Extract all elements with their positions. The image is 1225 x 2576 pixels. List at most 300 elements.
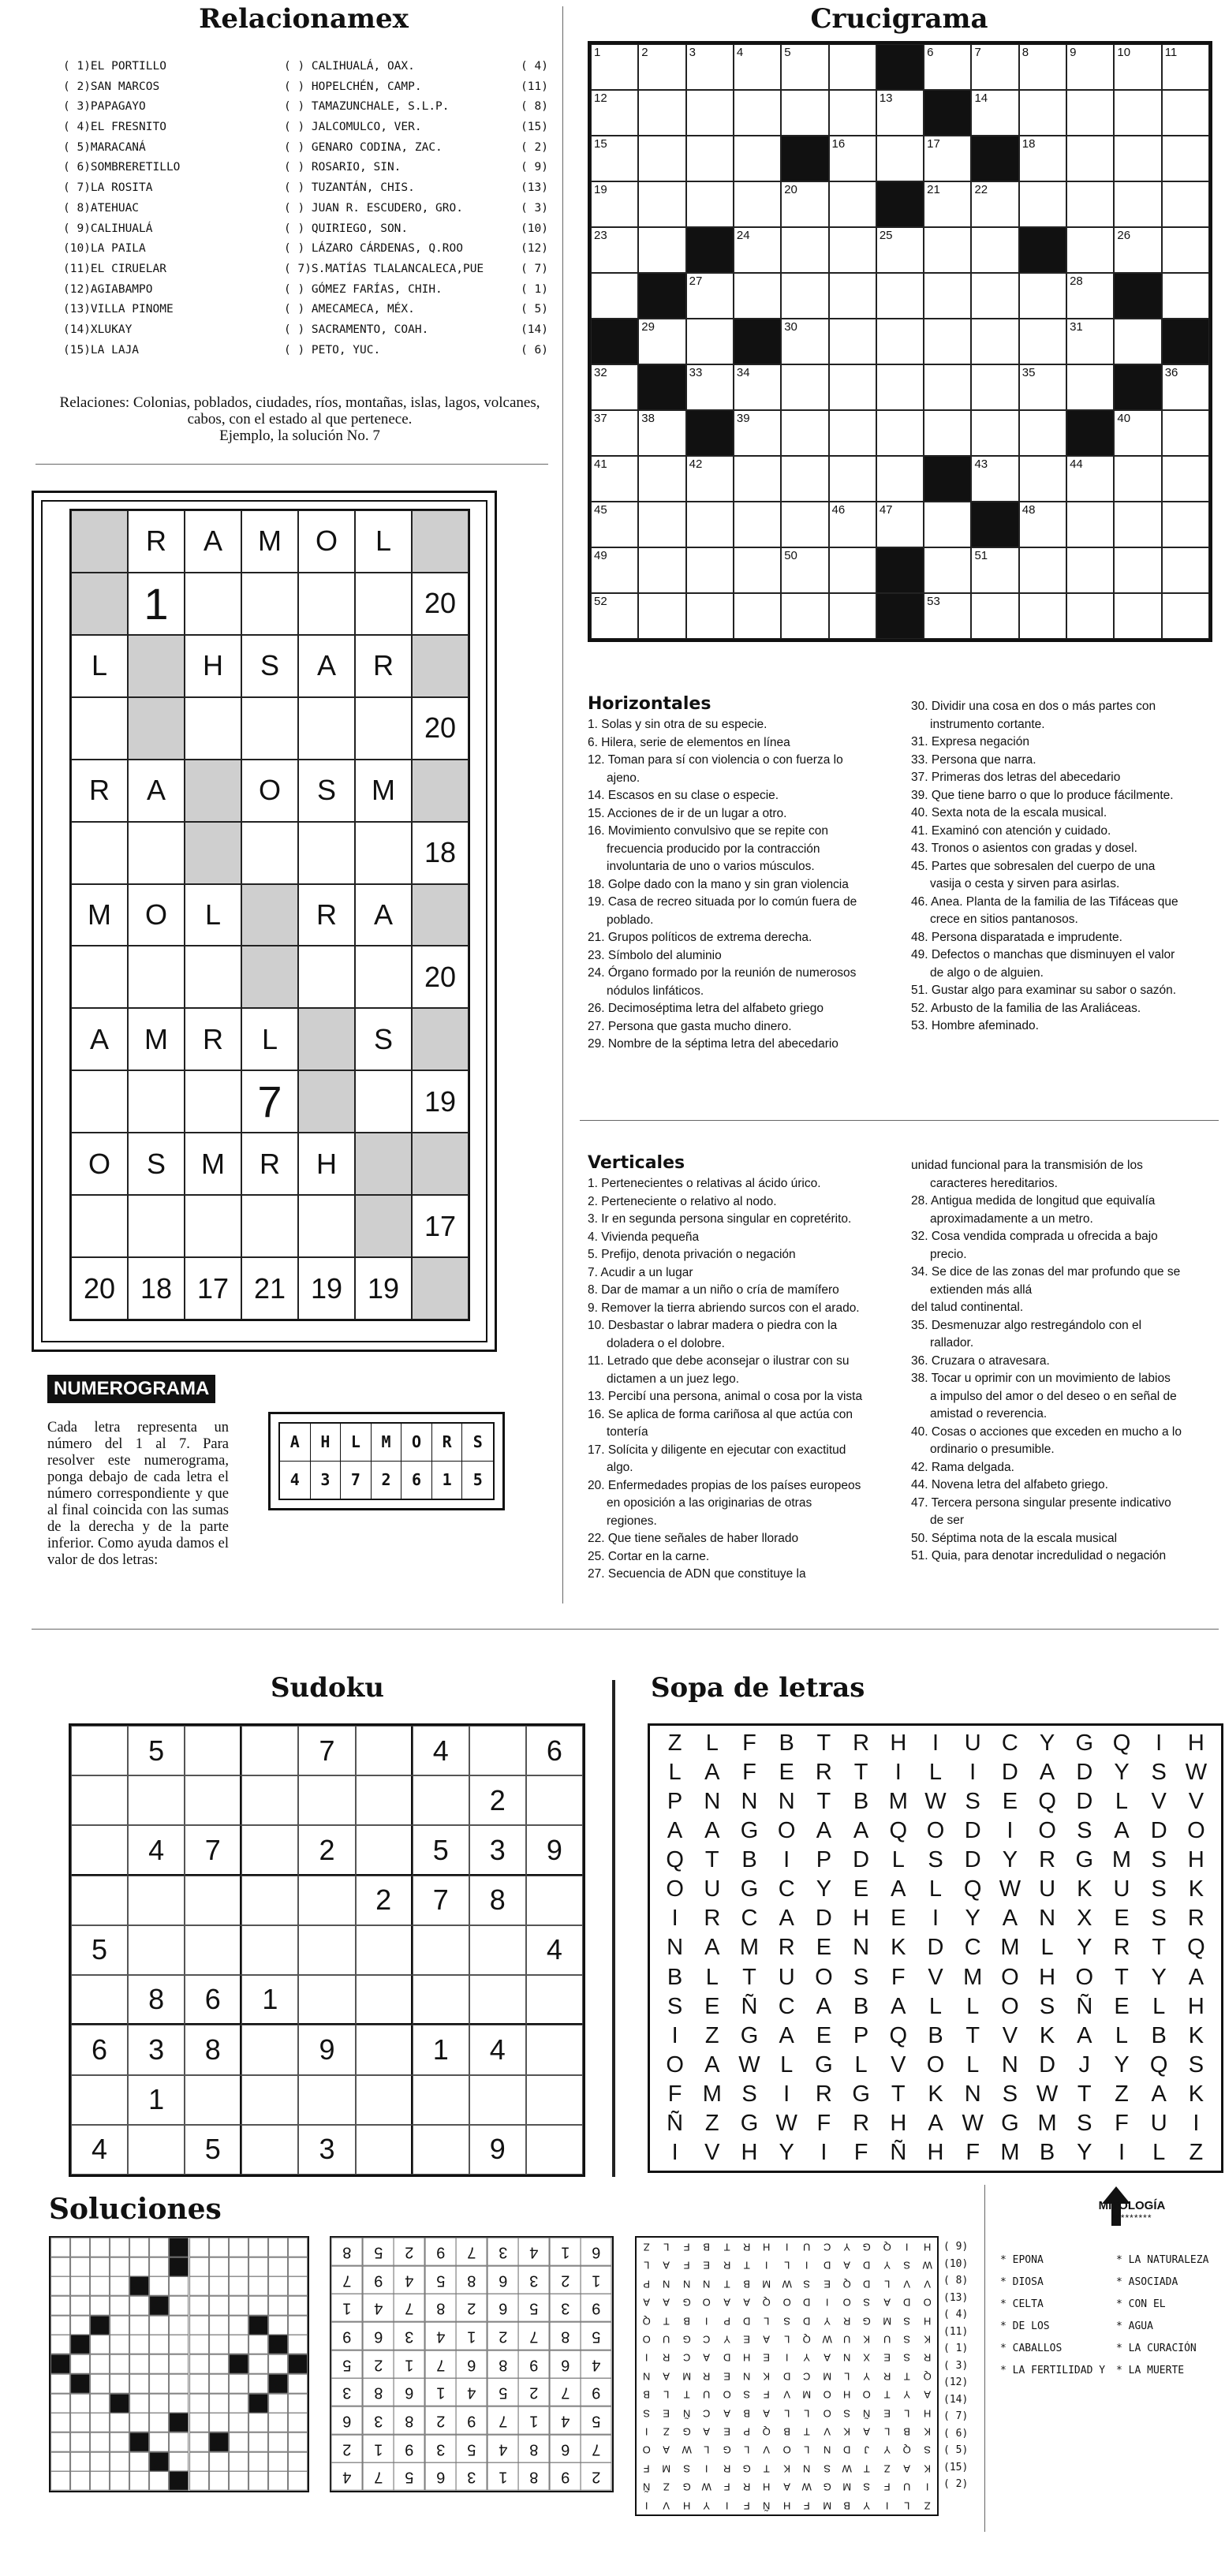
letter-cell[interactable]: W [924, 1789, 947, 1815]
numerograma-cell[interactable] [298, 1070, 355, 1133]
numerograma-cell[interactable] [71, 1070, 128, 1133]
sudoku-cell[interactable] [185, 1775, 241, 1825]
numerograma-cell[interactable] [241, 573, 298, 635]
letter-cell[interactable]: Q [666, 1847, 684, 1873]
letter-cell[interactable]: U [1150, 2110, 1167, 2136]
crossword-cell[interactable] [1114, 593, 1161, 639]
letter-cell[interactable]: P [816, 1847, 832, 1873]
sudoku-cell[interactable] [298, 1975, 355, 2025]
numerograma-cell[interactable]: A [355, 884, 412, 946]
letter-cell[interactable]: S [965, 1789, 980, 1815]
crossword-cell[interactable] [638, 90, 685, 136]
letter-cell[interactable]: T [965, 2022, 980, 2048]
crossword-cell[interactable] [686, 593, 734, 639]
crossword-cell[interactable] [971, 364, 1018, 410]
letter-cell[interactable]: A [1188, 1964, 1204, 1990]
sudoku-cell[interactable] [356, 1726, 413, 1775]
crossword-cell[interactable] [924, 181, 971, 227]
numerograma-cell[interactable]: O [71, 1133, 128, 1195]
letter-cell[interactable]: L [1115, 2022, 1129, 2048]
sudoku-cell[interactable]: 7 [185, 1825, 241, 1875]
numerograma-cell[interactable]: R [71, 760, 128, 822]
letter-cell[interactable]: G [740, 1876, 759, 1902]
letter-cell[interactable]: T [742, 1964, 756, 1990]
sudoku-cell[interactable] [185, 1925, 241, 1975]
numerograma-cell[interactable] [298, 1008, 355, 1070]
numerograma-cell[interactable]: A [128, 760, 185, 822]
crossword-cell[interactable] [876, 273, 924, 319]
sudoku-cell[interactable] [469, 1975, 526, 2025]
sudoku-cell[interactable] [241, 2075, 298, 2125]
numerograma-cell[interactable]: L [241, 1008, 298, 1070]
letter-cell[interactable]: U [964, 1730, 981, 1757]
crossword-cell[interactable] [781, 273, 828, 319]
letter-cell[interactable]: G [740, 2110, 759, 2136]
letter-cell[interactable]: B [741, 1847, 757, 1873]
crossword-cell[interactable] [876, 90, 924, 136]
crossword-cell[interactable] [1066, 181, 1114, 227]
crossword-cell[interactable] [829, 502, 876, 547]
letter-cell[interactable]: K [891, 1935, 906, 1961]
crossword-cell[interactable] [734, 364, 781, 410]
crossword-cell[interactable] [591, 456, 638, 502]
letter-cell[interactable]: F [891, 1964, 906, 1990]
crossword-cell[interactable] [1066, 593, 1114, 639]
letter-cell[interactable]: H [741, 2139, 758, 2165]
crossword-cell[interactable] [924, 547, 971, 593]
crossword-cell[interactable] [1019, 593, 1066, 639]
letter-cell[interactable]: Y [1077, 1935, 1092, 1961]
crossword-cell[interactable] [1019, 364, 1066, 410]
letter-cell[interactable]: I [671, 2139, 678, 2165]
sudoku-cell[interactable]: 7 [298, 1726, 355, 1775]
crossword-cell[interactable] [829, 181, 876, 227]
sudoku-cell[interactable] [526, 1975, 583, 2025]
crossword-cell[interactable] [734, 273, 781, 319]
crossword-cell[interactable] [686, 136, 734, 181]
numerograma-cell[interactable]: S [355, 1008, 412, 1070]
letter-cell[interactable]: A [704, 1935, 720, 1961]
crossword-cell[interactable] [686, 44, 734, 90]
crossword-cell[interactable] [876, 227, 924, 273]
numerograma-cell[interactable] [185, 573, 241, 635]
letter-cell[interactable]: O [1038, 1818, 1056, 1844]
sudoku-cell[interactable]: 8 [185, 2025, 241, 2074]
crossword-cell[interactable] [924, 364, 971, 410]
letter-cell[interactable]: O [777, 1818, 796, 1844]
crossword-cell[interactable] [638, 44, 685, 90]
letter-cell[interactable]: I [820, 2139, 827, 2165]
crossword-cell[interactable] [686, 319, 734, 364]
numerograma-cell[interactable] [241, 884, 298, 946]
crossword-cell[interactable] [638, 136, 685, 181]
letter-cell[interactable]: R [1113, 1935, 1130, 1961]
letter-cell[interactable]: L [780, 2051, 794, 2078]
numerograma-cell[interactable]: O [298, 510, 355, 573]
crossword-cell[interactable] [1114, 319, 1161, 364]
letter-cell[interactable]: M [963, 1964, 983, 1990]
letter-cell[interactable]: C [741, 1906, 758, 1932]
letter-cell[interactable]: B [1039, 2139, 1055, 2165]
crossword-cell[interactable] [686, 456, 734, 502]
letter-cell[interactable]: F [816, 2110, 831, 2136]
letter-cell[interactable]: A [1039, 1760, 1055, 1786]
crossword-cell[interactable] [829, 593, 876, 639]
letter-cell[interactable]: I [671, 1906, 678, 1932]
letter-cell[interactable]: L [928, 1876, 943, 1902]
letter-cell[interactable]: C [778, 1876, 795, 1902]
letter-cell[interactable]: Z [704, 2022, 719, 2048]
crossword-cell[interactable] [1019, 502, 1066, 547]
letter-cell[interactable]: Z [704, 2110, 719, 2136]
letter-cell[interactable]: Q [889, 1818, 908, 1844]
crossword-cell[interactable] [1114, 456, 1161, 502]
letter-cell[interactable]: B [853, 1993, 869, 2019]
crossword-cell[interactable] [638, 227, 685, 273]
crossword-cell[interactable] [734, 547, 781, 593]
letter-cell[interactable]: S [1151, 1760, 1167, 1786]
letter-cell[interactable]: R [815, 2081, 832, 2107]
letter-cell[interactable]: L [854, 2051, 868, 2078]
letter-cell[interactable]: H [1187, 1730, 1204, 1757]
letter-cell[interactable]: W [1036, 2081, 1059, 2107]
letter-cell[interactable]: S [1002, 2081, 1018, 2107]
letter-cell[interactable]: A [704, 1760, 720, 1786]
letter-cell[interactable]: D [927, 1935, 944, 1961]
crossword-cell[interactable] [971, 410, 1018, 456]
numerograma-cell[interactable] [71, 946, 128, 1008]
numerograma-cell[interactable]: S [241, 635, 298, 697]
sudoku-cell[interactable] [241, 2125, 298, 2175]
numerograma-cell[interactable] [185, 760, 241, 822]
letter-cell[interactable]: R [853, 2110, 870, 2136]
letter-cell[interactable]: N [704, 1789, 721, 1815]
letter-cell[interactable]: Z [1189, 2139, 1204, 2165]
sudoku-cell[interactable] [413, 1775, 469, 1825]
letter-cell[interactable]: M [702, 2081, 722, 2107]
numerograma-cell[interactable] [185, 1195, 241, 1257]
crossword-cell[interactable] [591, 44, 638, 90]
letter-cell[interactable]: L [1152, 2139, 1166, 2165]
letter-cell[interactable]: Y [1039, 1730, 1055, 1757]
letter-cell[interactable]: R [778, 1935, 795, 1961]
sudoku-cell[interactable] [241, 1925, 298, 1975]
letter-cell[interactable]: O [1001, 1993, 1019, 2019]
letter-cell[interactable]: F [667, 2081, 682, 2107]
crossword-cell[interactable] [638, 181, 685, 227]
crossword-cell[interactable] [1114, 502, 1161, 547]
crossword-cell[interactable] [1114, 227, 1161, 273]
sudoku-cell[interactable]: 1 [128, 2075, 185, 2125]
numerograma-cell[interactable]: M [128, 1008, 185, 1070]
letter-cell[interactable]: W [775, 2110, 797, 2136]
sudoku-cell[interactable] [413, 2125, 469, 2175]
crossword-cell[interactable] [638, 547, 685, 593]
letter-cell[interactable]: D [1076, 1789, 1093, 1815]
numerograma-cell[interactable] [355, 1070, 412, 1133]
letter-cell[interactable]: V [891, 2051, 906, 2078]
letter-cell[interactable]: S [1039, 1993, 1055, 2019]
numerograma-cell[interactable] [71, 510, 128, 573]
letter-cell[interactable]: O [926, 1818, 945, 1844]
crossword-cell[interactable] [1114, 181, 1161, 227]
letter-cell[interactable]: V [704, 2139, 720, 2165]
letter-cell[interactable]: A [853, 1818, 869, 1844]
letter-cell[interactable]: Y [1114, 1760, 1130, 1786]
crossword-cell[interactable] [638, 456, 685, 502]
crossword-cell[interactable] [1162, 44, 1209, 90]
crossword-cell[interactable] [1066, 456, 1114, 502]
letter-cell[interactable]: A [667, 1818, 683, 1844]
numerograma-cell[interactable] [128, 697, 185, 760]
crossword-cell[interactable] [924, 273, 971, 319]
letter-cell[interactable]: L [705, 1964, 719, 1990]
crossword-cell[interactable] [1162, 136, 1209, 181]
numerograma-cell[interactable]: H [185, 635, 241, 697]
letter-cell[interactable]: T [891, 2081, 906, 2107]
crossword-cell[interactable] [829, 227, 876, 273]
letter-cell[interactable]: E [1114, 1906, 1130, 1932]
letter-cell[interactable]: G [815, 2051, 833, 2078]
letter-cell[interactable]: D [853, 1847, 870, 1873]
letter-cell[interactable]: E [816, 1935, 832, 1961]
crossword-grid[interactable] [588, 41, 1212, 642]
crossword-cell[interactable] [591, 273, 638, 319]
sudoku-cell[interactable] [128, 2125, 185, 2175]
crossword-cell[interactable] [971, 547, 1018, 593]
letter-cell[interactable]: R [853, 1730, 870, 1757]
crossword-cell[interactable] [781, 44, 828, 90]
sudoku-cell[interactable] [71, 1775, 128, 1825]
numerograma-cell[interactable] [298, 1195, 355, 1257]
sudoku-cell[interactable]: 4 [128, 1825, 185, 1875]
letter-cell[interactable]: Ñ [890, 2139, 907, 2165]
crossword-cell[interactable] [781, 456, 828, 502]
numerograma-cell[interactable]: R [355, 635, 412, 697]
crossword-cell[interactable] [734, 593, 781, 639]
numerograma-cell[interactable]: 7 [241, 1070, 298, 1133]
sudoku-cell[interactable]: 2 [469, 1775, 526, 1825]
letter-cell[interactable]: I [1118, 2139, 1126, 2165]
crossword-cell[interactable] [971, 181, 1018, 227]
numerograma-cell[interactable] [128, 1195, 185, 1257]
letter-cell[interactable]: B [667, 1964, 683, 1990]
crossword-cell[interactable] [1162, 227, 1209, 273]
letter-cell[interactable]: M [888, 1789, 908, 1815]
crossword-cell[interactable] [781, 593, 828, 639]
letter-cell[interactable]: I [1156, 1730, 1163, 1757]
letter-cell[interactable]: S [928, 1847, 943, 1873]
numerograma-cell[interactable] [298, 946, 355, 1008]
letter-cell[interactable]: D [964, 1847, 981, 1873]
crossword-cell[interactable] [924, 136, 971, 181]
letter-cell[interactable]: G [852, 2081, 870, 2107]
letter-cell[interactable]: B [928, 2022, 943, 2048]
crossword-cell[interactable] [1066, 319, 1114, 364]
crossword-cell[interactable] [781, 181, 828, 227]
sudoku-cell[interactable] [298, 1925, 355, 1975]
crossword-cell[interactable] [1019, 136, 1066, 181]
crossword-cell[interactable] [734, 456, 781, 502]
letter-cell[interactable]: G [740, 2022, 759, 2048]
sudoku-cell[interactable] [71, 1726, 128, 1775]
crossword-cell[interactable] [876, 456, 924, 502]
letter-cell[interactable]: Ñ [667, 2110, 684, 2136]
numerograma-cell[interactable]: S [298, 760, 355, 822]
letter-cell[interactable]: H [1187, 1847, 1204, 1873]
crossword-cell[interactable] [1066, 502, 1114, 547]
crossword-cell[interactable] [924, 319, 971, 364]
crossword-cell[interactable] [1019, 319, 1066, 364]
numerograma-cell[interactable] [298, 573, 355, 635]
letter-cell[interactable]: H [890, 2110, 907, 2136]
letter-cell[interactable]: A [1077, 2022, 1092, 2048]
letter-cell[interactable]: S [1077, 2110, 1092, 2136]
numerograma-cell[interactable] [71, 1195, 128, 1257]
crossword-cell[interactable] [971, 273, 1018, 319]
numerograma-cell[interactable] [355, 946, 412, 1008]
numerograma-cell[interactable]: O [128, 884, 185, 946]
sudoku-cell[interactable]: 9 [469, 2125, 526, 2175]
numerograma-cell[interactable]: L [71, 635, 128, 697]
numerograma-cell[interactable]: L [185, 884, 241, 946]
letter-cell[interactable]: Y [1002, 1847, 1018, 1873]
letter-cell[interactable]: H [1187, 1993, 1204, 2019]
numerograma-cell[interactable] [128, 946, 185, 1008]
crossword-cell[interactable] [1066, 227, 1114, 273]
letter-cell[interactable]: B [853, 1789, 869, 1815]
letter-cell[interactable]: V [1002, 2022, 1018, 2048]
letter-cell[interactable]: L [1152, 1993, 1166, 2019]
letter-cell[interactable]: A [928, 2110, 943, 2136]
letter-cell[interactable]: C [778, 1993, 795, 2019]
numerograma-cell[interactable] [128, 822, 185, 884]
crossword-cell[interactable] [591, 502, 638, 547]
letter-cell[interactable]: H [927, 2139, 944, 2165]
sudoku-cell[interactable] [185, 2075, 241, 2125]
crossword-cell[interactable] [1066, 90, 1114, 136]
sudoku-cell[interactable] [298, 1876, 355, 1925]
crossword-cell[interactable] [591, 593, 638, 639]
letter-cell[interactable]: K [1077, 1876, 1092, 1902]
crossword-cell[interactable] [1019, 181, 1066, 227]
letter-cell[interactable]: E [891, 1906, 906, 1932]
letter-cell[interactable]: G [1001, 2110, 1019, 2136]
crossword-cell[interactable] [734, 227, 781, 273]
letter-cell[interactable]: E [1114, 1993, 1130, 2019]
numerograma-cell[interactable]: A [71, 1008, 128, 1070]
crossword-cell[interactable] [1162, 410, 1209, 456]
crossword-cell[interactable] [734, 90, 781, 136]
letter-cell[interactable]: U [1039, 1876, 1056, 1902]
letter-cell[interactable]: N [741, 1789, 758, 1815]
letter-cell[interactable]: S [1188, 2051, 1204, 2078]
letter-cell[interactable]: X [1077, 1906, 1092, 1932]
crossword-cell[interactable] [638, 410, 685, 456]
letter-cell[interactable]: Z [667, 1730, 682, 1757]
sudoku-cell[interactable]: 7 [413, 1876, 469, 1925]
sudoku-cell[interactable]: 5 [185, 2125, 241, 2175]
letter-cell[interactable]: S [1151, 1906, 1167, 1932]
sudoku-cell[interactable]: 5 [71, 1925, 128, 1975]
crossword-cell[interactable] [971, 319, 1018, 364]
sudoku-cell[interactable]: 2 [356, 1876, 413, 1925]
sudoku-cell[interactable]: 3 [128, 2025, 185, 2074]
crossword-cell[interactable] [876, 319, 924, 364]
crossword-cell[interactable] [971, 456, 1018, 502]
letter-cell[interactable]: N [778, 1789, 795, 1815]
sudoku-cell[interactable] [241, 1825, 298, 1875]
letter-cell[interactable]: Q [1038, 1789, 1056, 1815]
letter-cell[interactable]: A [816, 1818, 832, 1844]
numerograma-cell[interactable]: R [298, 884, 355, 946]
sudoku-cell[interactable] [526, 1775, 583, 1825]
letter-cell[interactable]: T [704, 1847, 719, 1873]
letter-cell[interactable]: D [1150, 1818, 1167, 1844]
sudoku-cell[interactable] [356, 1775, 413, 1825]
sudoku-cell[interactable] [356, 2125, 413, 2175]
sudoku-cell[interactable] [241, 1775, 298, 1825]
crossword-cell[interactable] [971, 90, 1018, 136]
letter-cell[interactable]: O [815, 1964, 833, 1990]
letter-cell[interactable]: O [1075, 1964, 1094, 1990]
letter-cell[interactable]: K [1188, 2081, 1204, 2107]
crossword-cell[interactable] [829, 319, 876, 364]
letter-cell[interactable]: T [1152, 1935, 1167, 1961]
letter-cell[interactable]: L [928, 1760, 943, 1786]
letter-cell[interactable]: I [932, 1906, 939, 1932]
numerograma-cell[interactable] [128, 1070, 185, 1133]
sudoku-cell[interactable]: 5 [128, 1726, 185, 1775]
letter-cell[interactable]: A [1151, 2081, 1167, 2107]
letter-cell[interactable]: Y [1077, 2139, 1092, 2165]
letter-cell[interactable]: A [1114, 1818, 1130, 1844]
crossword-cell[interactable] [1162, 90, 1209, 136]
crossword-cell[interactable] [686, 181, 734, 227]
numerograma-cell[interactable]: L [355, 510, 412, 573]
numerograma-cell[interactable] [71, 697, 128, 760]
sudoku-cell[interactable] [128, 1876, 185, 1925]
letter-cell[interactable]: Q [1187, 1935, 1205, 1961]
letter-cell[interactable]: C [964, 1935, 981, 1961]
letter-cell[interactable]: E [1002, 1789, 1018, 1815]
crossword-cell[interactable] [1019, 410, 1066, 456]
letter-cell[interactable]: I [783, 1847, 790, 1873]
letter-cell[interactable]: Q [1112, 1730, 1131, 1757]
letter-cell[interactable]: T [1115, 1964, 1129, 1990]
letter-cell[interactable]: A [1002, 1906, 1018, 1932]
sudoku-cell[interactable]: 4 [71, 2125, 128, 2175]
letter-cell[interactable]: L [891, 1847, 905, 1873]
numerograma-cell[interactable]: 1 [128, 573, 185, 635]
letter-cell[interactable]: S [741, 2081, 757, 2107]
letter-cell[interactable]: T [816, 1730, 831, 1757]
letter-cell[interactable]: V [928, 1964, 943, 1990]
sudoku-cell[interactable] [298, 1775, 355, 1825]
letter-cell[interactable]: F [853, 2139, 868, 2165]
letter-cell[interactable]: M [1000, 2139, 1020, 2165]
crossword-cell[interactable] [591, 547, 638, 593]
letter-cell[interactable]: Q [889, 2022, 908, 2048]
letter-cell[interactable]: R [704, 1906, 721, 1932]
numerograma-cell[interactable] [241, 946, 298, 1008]
crossword-cell[interactable] [876, 410, 924, 456]
sudoku-cell[interactable]: 9 [526, 1825, 583, 1875]
crossword-cell[interactable] [1114, 547, 1161, 593]
sudoku-cell[interactable]: 1 [413, 2025, 469, 2074]
crossword-cell[interactable] [829, 44, 876, 90]
letter-cell[interactable]: Y [816, 1876, 832, 1902]
